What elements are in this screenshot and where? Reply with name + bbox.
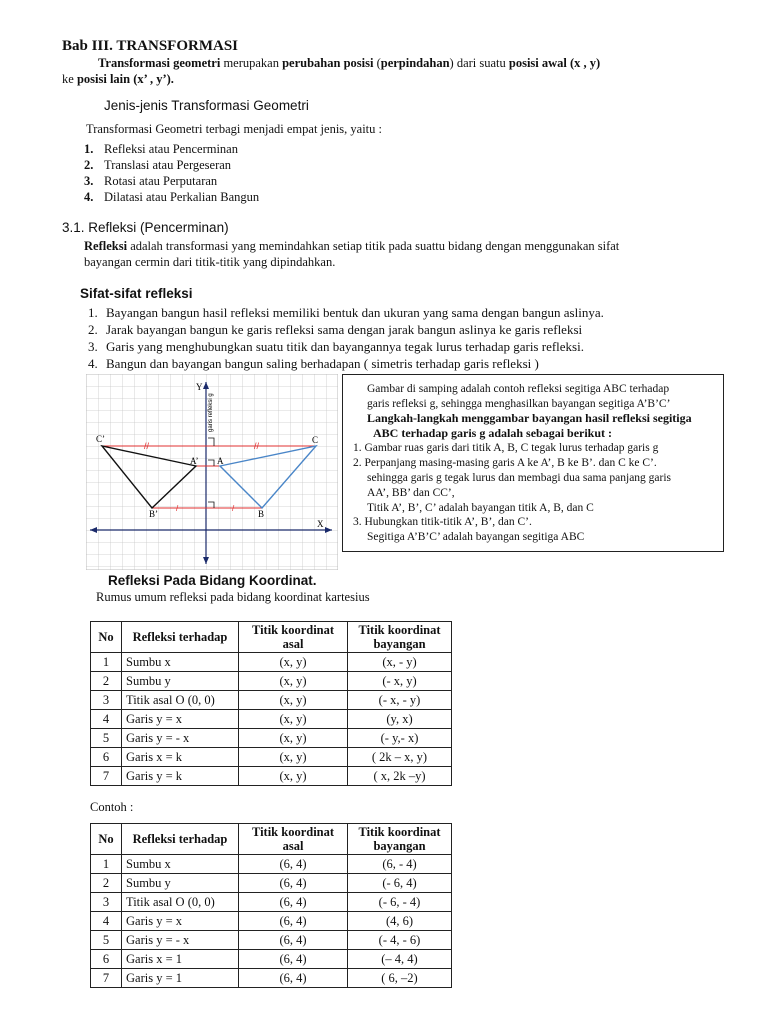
table-row bbox=[91, 874, 452, 893]
list-text: Bangun dan bayangan bangun saling berhadapan ( simetris terhadap garis refleksi ) bbox=[106, 356, 539, 371]
row-number-cell: 4 bbox=[91, 912, 122, 931]
reflection-axis-cell: Garis y = - x bbox=[122, 729, 239, 748]
image-point-cell: (y, x) bbox=[348, 710, 452, 729]
list-item bbox=[88, 321, 604, 338]
note-line: Gambar di samping adalah contoh refleksi segitiga ABC terhadap bbox=[367, 383, 670, 395]
row-number-cell: 5 bbox=[91, 729, 122, 748]
note-step: AA’, BB’ dan CC’, bbox=[367, 487, 455, 499]
list-text: Translasi atau Pergeseran bbox=[104, 158, 232, 172]
note-step: 3. Hubungkan titik-titik A’, B’, dan C’. bbox=[353, 516, 532, 528]
title-part: Refleks bbox=[108, 573, 157, 588]
image-point-cell: ( 2k – x, y) bbox=[348, 748, 452, 767]
row-number-cell: 1 bbox=[91, 653, 122, 672]
row-number-cell: 7 bbox=[91, 767, 122, 786]
table-row bbox=[91, 748, 452, 767]
list-text: Dilatasi atau Perkalian Bangun bbox=[104, 190, 260, 204]
reflection-axis-cell: Garis x = k bbox=[122, 748, 239, 767]
refleksi-definition bbox=[84, 238, 619, 270]
image-point-cell: (x, - y) bbox=[348, 653, 452, 672]
row-number-cell: 3 bbox=[91, 893, 122, 912]
original-point-cell: (x, y) bbox=[239, 748, 348, 767]
reflection-axis-cell: Sumbu y bbox=[122, 672, 239, 691]
intro-term: perubahan posisi bbox=[282, 56, 374, 70]
table-row bbox=[91, 912, 452, 931]
contoh-label: Contoh : bbox=[90, 800, 134, 814]
col-header: No bbox=[91, 824, 122, 855]
note-line: ABC terhadap garis g adalah sebagai berikut : bbox=[373, 426, 613, 440]
refleksi-formula-table bbox=[90, 621, 452, 786]
intro-term: Transformasi geometri bbox=[98, 56, 221, 70]
col-header: Titik koordinat bayangan bbox=[348, 824, 452, 855]
reflection-axis-cell: Garis y = x bbox=[122, 710, 239, 729]
list-number: 1. bbox=[84, 142, 94, 156]
label-c-prime: C’ bbox=[96, 434, 105, 444]
section-title-refleksi: 3.1. Refleksi (Pencerminan) bbox=[62, 220, 229, 235]
image-point-cell: (- 6, 4) bbox=[348, 874, 452, 893]
list-text: Refleksi atau Pencerminan bbox=[104, 142, 238, 156]
table-row bbox=[91, 931, 452, 950]
reflection-axis-cell: Titik asal O (0, 0) bbox=[122, 893, 239, 912]
label-b-prime: B’ bbox=[149, 509, 158, 519]
note-step: 2. Perpanjang masing-masing garis A ke A’, B ke B’. dan C ke C’. bbox=[353, 457, 657, 469]
row-number-cell: 7 bbox=[91, 969, 122, 988]
row-number-cell: 5 bbox=[91, 931, 122, 950]
list-text: Rotasi atau Perputaran bbox=[104, 174, 218, 188]
intro-term: perpindahan bbox=[380, 56, 450, 70]
equal-mark: / bbox=[232, 504, 235, 513]
reflection-axis-cell: Garis x = 1 bbox=[122, 950, 239, 969]
label-y-axis: Y bbox=[196, 382, 203, 392]
section-title-sifat: Sifat-sifat refleksi bbox=[80, 286, 193, 301]
row-number-cell: 6 bbox=[91, 950, 122, 969]
list-number: 3. bbox=[84, 174, 94, 188]
reflection-diagram bbox=[86, 374, 338, 570]
image-point-cell: (6, - 4) bbox=[348, 855, 452, 874]
list-item bbox=[88, 338, 604, 355]
list-item bbox=[84, 157, 259, 173]
jenis-list bbox=[84, 141, 259, 205]
col-header: Titik koordinat asal bbox=[239, 622, 348, 653]
table-row bbox=[91, 893, 452, 912]
col-header: Titik koordinat bayangan bbox=[348, 622, 452, 653]
table-row bbox=[91, 969, 452, 988]
definition-text: adalah transformasi yang memindahkan setiap titik pada suattu bidang dengan menggunakan sifat bbox=[127, 239, 620, 253]
list-text: Jarak bayangan bangun ke garis refleksi sama dengan jarak bangun aslinya ke garis refleksi bbox=[106, 322, 583, 337]
reflection-axis-cell: Garis y = k bbox=[122, 767, 239, 786]
label-a-prime: A’ bbox=[190, 456, 199, 466]
image-point-cell: (– 4, 4) bbox=[348, 950, 452, 969]
equal-mark: // bbox=[144, 441, 150, 451]
original-point-cell: (6, 4) bbox=[239, 931, 348, 950]
list-number: 4. bbox=[88, 356, 98, 371]
table-row bbox=[91, 729, 452, 748]
list-text: Garis yang menghubungkan suatu titik dan bayangannya tegak lurus terhadap garis refleksi. bbox=[106, 339, 584, 354]
table-row bbox=[91, 855, 452, 874]
reflection-axis-cell: Titik asal O (0, 0) bbox=[122, 691, 239, 710]
note-line: Langkah-langkah menggambar bayangan hasil refleksi segitiga bbox=[367, 411, 692, 425]
original-point-cell: (x, y) bbox=[239, 691, 348, 710]
koordinat-subtitle: Rumus umum refleksi pada bidang koordinat kartesius bbox=[96, 590, 370, 604]
original-point-cell: (x, y) bbox=[239, 672, 348, 691]
list-number: 2. bbox=[84, 158, 94, 172]
intro-text: ( bbox=[373, 56, 381, 70]
original-point-cell: (x, y) bbox=[239, 710, 348, 729]
col-header: Refleksi terhadap bbox=[122, 622, 239, 653]
list-item bbox=[84, 189, 259, 205]
list-number: 3. bbox=[88, 339, 98, 354]
table-row bbox=[91, 653, 452, 672]
reflection-axis-cell: Garis y = x bbox=[122, 912, 239, 931]
original-point-cell: (6, 4) bbox=[239, 855, 348, 874]
col-header: No bbox=[91, 622, 122, 653]
list-item bbox=[84, 141, 259, 157]
intro-term: posisi awal (x , y) bbox=[508, 56, 601, 70]
list-number: 2. bbox=[88, 322, 98, 337]
reflection-axis-cell: Sumbu x bbox=[122, 855, 239, 874]
definition-line: bayangan cermin dari titik-titik yang dipindahkan. bbox=[84, 255, 336, 269]
definition-term: Refleksi bbox=[84, 239, 128, 253]
table-header-row bbox=[91, 622, 452, 653]
intro-text: ) dari suatu bbox=[449, 56, 509, 70]
table-row bbox=[91, 767, 452, 786]
reflection-axis-cell: Garis y = 1 bbox=[122, 969, 239, 988]
title-part: i Pada Bidang Koordinat. bbox=[156, 573, 317, 588]
image-point-cell: (4, 6) bbox=[348, 912, 452, 931]
sifat-list bbox=[88, 304, 604, 372]
image-point-cell: (- x, y) bbox=[348, 672, 452, 691]
note-step: 1. Gambar ruas garis dari titik A, B, C tegak lurus terhadap garis g bbox=[353, 442, 659, 454]
list-text: Bayangan bangun hasil refleksi memiliki bentuk dan ukuran yang sama dengan bangun aslinya. bbox=[106, 305, 604, 320]
label-c: C bbox=[312, 435, 319, 445]
section-title-koordinat bbox=[108, 573, 317, 588]
list-number: 1. bbox=[88, 305, 98, 320]
reflection-axis-cell: Sumbu x bbox=[122, 653, 239, 672]
image-point-cell: (- y,- x) bbox=[348, 729, 452, 748]
intro-text: merupakan bbox=[220, 56, 283, 70]
image-point-cell: (- x, - y) bbox=[348, 691, 452, 710]
row-number-cell: 2 bbox=[91, 874, 122, 893]
label-x-axis: X bbox=[317, 519, 324, 529]
reflection-axis-cell: Garis y = - x bbox=[122, 931, 239, 950]
label-garis-refleksi: garis refleksi g bbox=[208, 393, 214, 432]
explanation-box bbox=[342, 374, 724, 552]
note-line: garis refleksi g, sehingga menghasilkan bayangan segitiga A’B’C’ bbox=[367, 398, 671, 410]
row-number-cell: 1 bbox=[91, 855, 122, 874]
image-point-cell: (- 6, - 4) bbox=[348, 893, 452, 912]
original-point-cell: (x, y) bbox=[239, 729, 348, 748]
chapter-heading: Bab III. TRANSFORMASI bbox=[62, 38, 239, 54]
row-number-cell: 3 bbox=[91, 691, 122, 710]
table-row bbox=[91, 691, 452, 710]
row-number-cell: 6 bbox=[91, 748, 122, 767]
equal-mark: / bbox=[176, 504, 179, 513]
intro-term: posisi lain (x’ , y’). bbox=[76, 72, 174, 86]
list-item bbox=[84, 173, 259, 189]
col-header: Refleksi terhadap bbox=[122, 824, 239, 855]
image-point-cell: ( 6, –2) bbox=[348, 969, 452, 988]
intro-line-2 bbox=[62, 72, 174, 87]
original-point-cell: (6, 4) bbox=[239, 950, 348, 969]
table-row bbox=[91, 950, 452, 969]
refleksi-example-table bbox=[90, 823, 452, 988]
intro-text: ke bbox=[62, 72, 77, 86]
image-point-cell: (- 4, - 6) bbox=[348, 931, 452, 950]
intro-line-1 bbox=[98, 56, 600, 71]
definition-line bbox=[84, 238, 619, 254]
original-point-cell: (6, 4) bbox=[239, 912, 348, 931]
equal-mark: // bbox=[254, 441, 260, 451]
image-point-cell: ( x, 2k –y) bbox=[348, 767, 452, 786]
original-point-cell: (x, y) bbox=[239, 767, 348, 786]
row-number-cell: 4 bbox=[91, 710, 122, 729]
note-step: Segitiga A’B’C’ adalah bayangan segitiga ABC bbox=[367, 531, 585, 543]
list-number: 4. bbox=[84, 190, 94, 204]
list-item bbox=[88, 355, 604, 372]
label-a: A bbox=[217, 456, 224, 466]
table-row bbox=[91, 672, 452, 691]
label-b: B bbox=[258, 509, 265, 519]
original-point-cell: (6, 4) bbox=[239, 893, 348, 912]
jenis-intro: Transformasi Geometri terbagi menjadi empat jenis, yaitu : bbox=[86, 122, 382, 136]
note-step: Titik A’, B’, C’ adalah bayangan titik A, B, dan C bbox=[367, 502, 594, 514]
table-row bbox=[91, 710, 452, 729]
original-point-cell: (x, y) bbox=[239, 653, 348, 672]
original-point-cell: (6, 4) bbox=[239, 874, 348, 893]
list-item bbox=[88, 304, 604, 321]
row-number-cell: 2 bbox=[91, 672, 122, 691]
table-header-row bbox=[91, 824, 452, 855]
original-point-cell: (6, 4) bbox=[239, 969, 348, 988]
section-title-jenis: Jenis-jenis Transformasi Geometri bbox=[104, 98, 309, 113]
reflection-axis-cell: Sumbu y bbox=[122, 874, 239, 893]
note-step: sehingga garis g tegak lurus dan membagi dua sama panjang garis bbox=[367, 472, 672, 484]
col-header: Titik koordinat asal bbox=[239, 824, 348, 855]
